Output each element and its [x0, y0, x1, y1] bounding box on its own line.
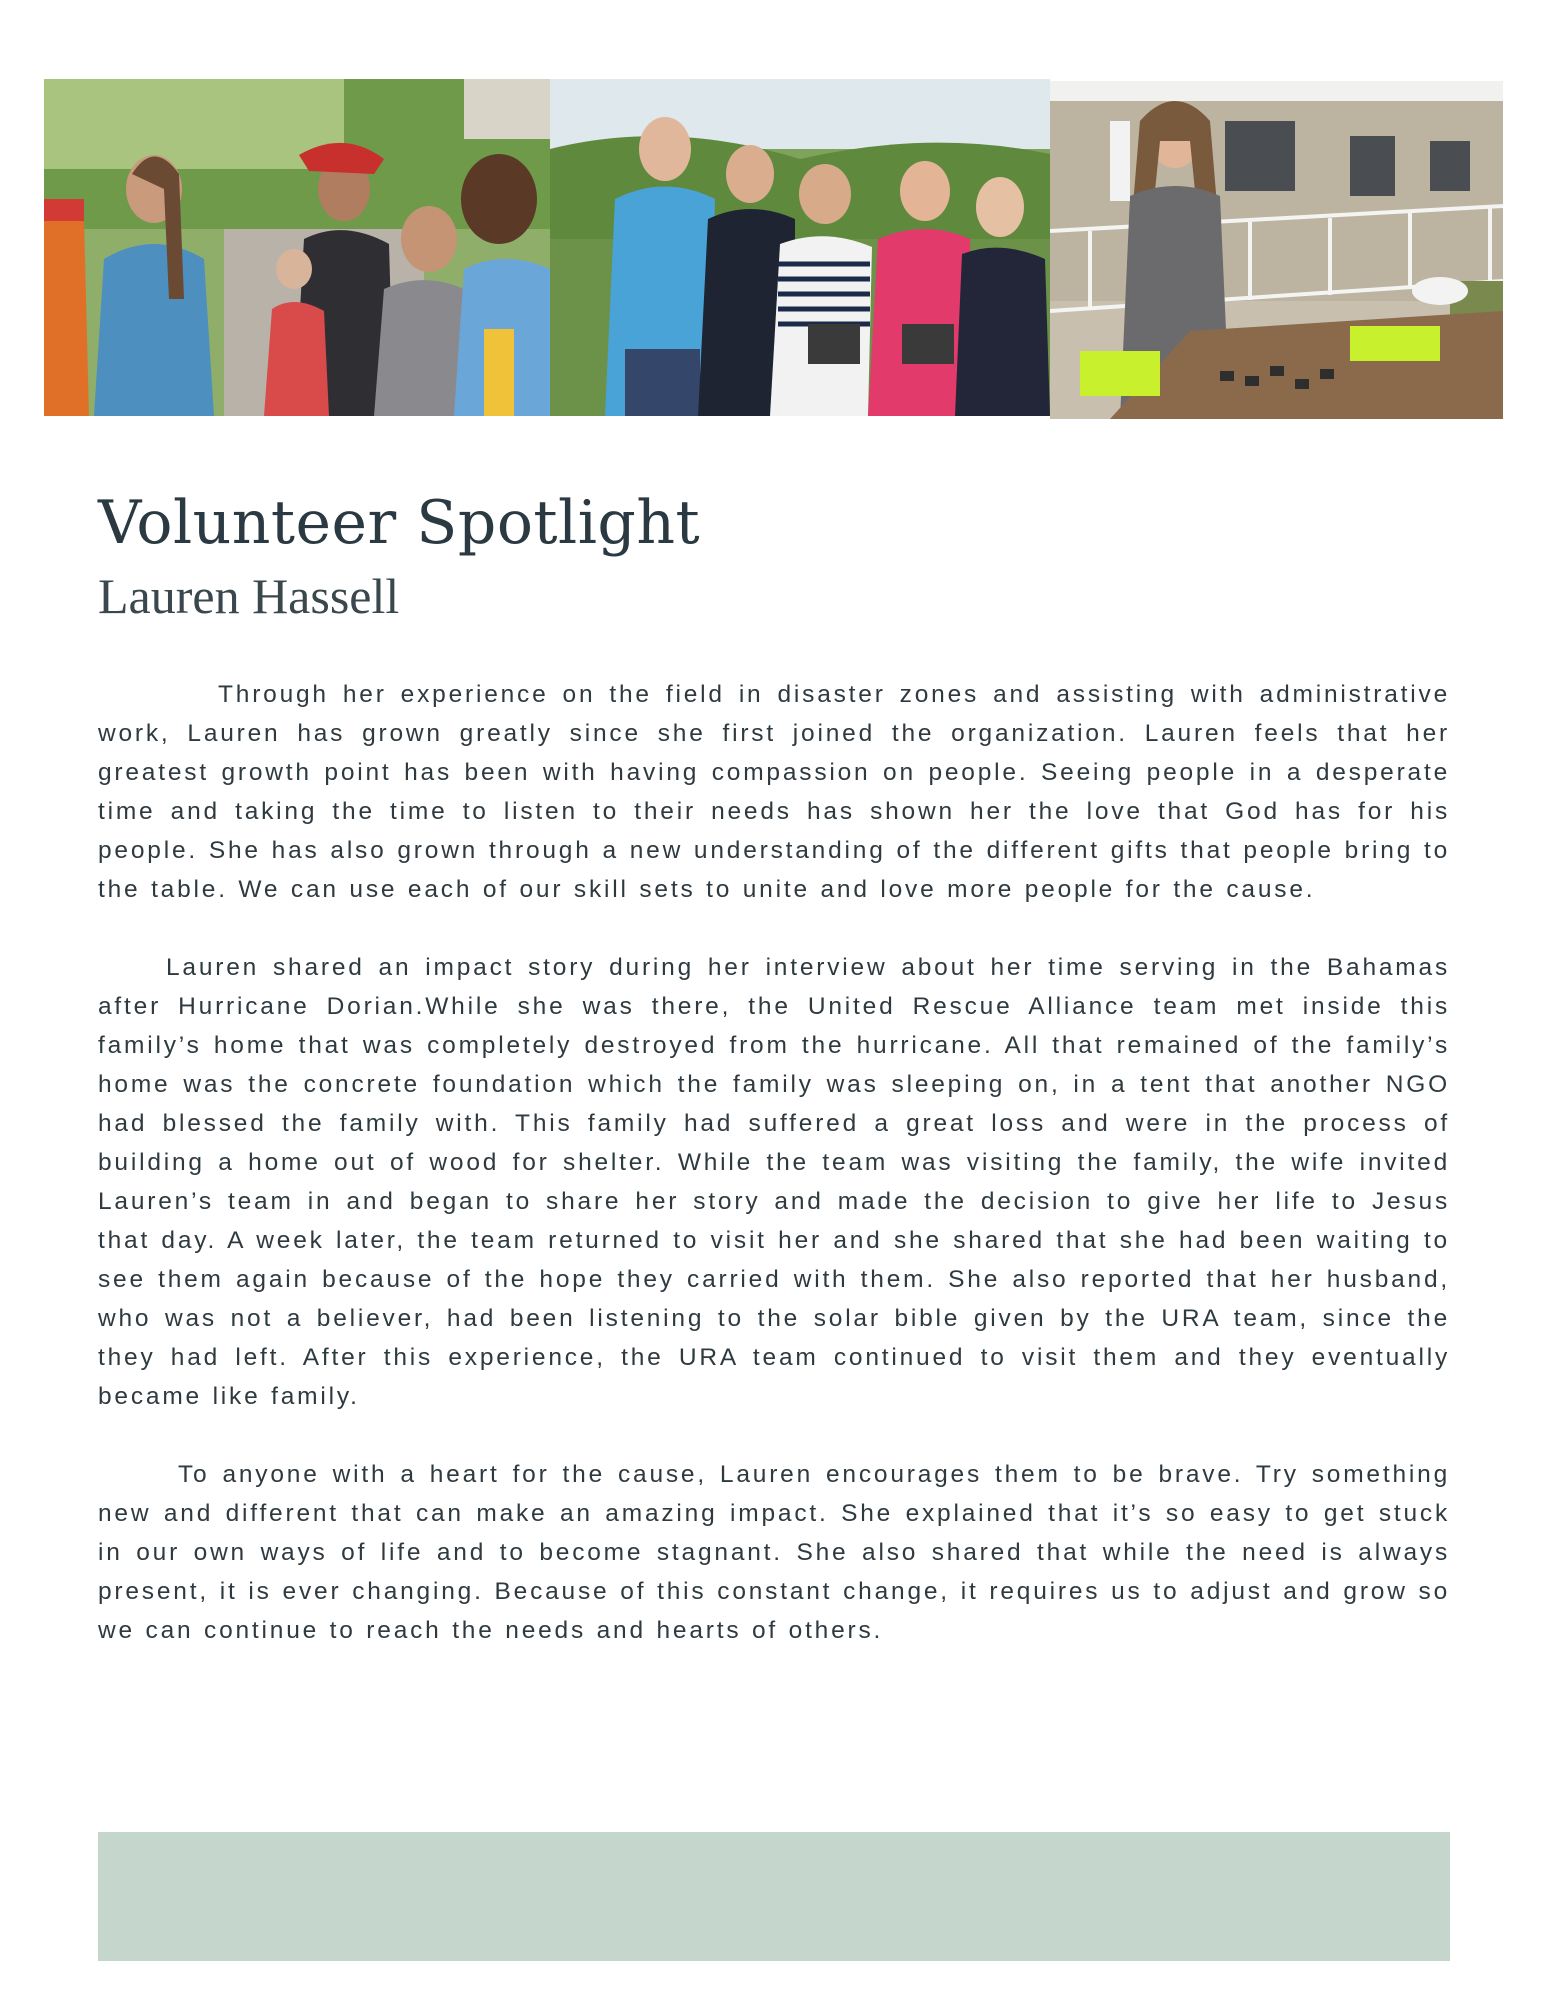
article-body	[98, 675, 1450, 1650]
photo-strip	[44, 79, 1503, 419]
volunteer-name: Lauren Hassell	[98, 568, 400, 624]
paragraph-growth: Through her experience on the field in disaster zones and assisting with administrative work, Lauren has grown greatly since she first joined the organization. Lauren feels that her greatest growth point has been with having compassion on people. Seeing people in a desperate time and taking the time to listen to their needs has shown her the love that God has for his people. She has also grown through a new understanding of the different gifts that people bring to the table. We can use each of our skill sets to unite and love more people for the cause.	[98, 681, 1450, 903]
group-of-women-photo	[550, 79, 1050, 416]
page-title: Volunteer Spotlight	[98, 488, 701, 558]
volunteer-at-table-photo	[1050, 81, 1503, 419]
paragraph-encouragement: To anyone with a heart for the cause, Lauren encourages them to be brave. Try something new and different that can make an amazing impact. She explained that it’s so easy to get stuck in our own ways of life and to become stagnant. She also shared that while the need is always present, it is ever changing. Because of this constant change, it requires us to adjust and grow so we can continue to reach the needs and hearts of others.	[98, 1461, 1450, 1644]
volunteers-outdoors-photo	[44, 79, 550, 416]
footer-band	[98, 1832, 1450, 1961]
paragraph-impact-story: Lauren shared an impact story during her interview about her time serving in the Bahamas after Hurricane Dorian.While she was there, the United Rescue Alliance team met inside this family’s home that was completely destroyed from the hurricane. All that remained of the family’s home was the concrete foundation which the family was sleeping on, in a tent that another NGO had blessed the family with. This family had suffered a great loss and were in the process of building a home out of wood for shelter. While the team was visiting the family, the wife invited Lauren’s team in and began to share her story and made the decision to give her life to Jesus that day. A week later, the team returned to visit her and she shared that she had been waiting to see them again because of the hope they carried with them. She also reported that her husband, who was not a believer, had been listening to the solar bible given by the URA team, since the they had left. After this experience, the URA team continued to visit them and they eventually became like family.	[98, 954, 1450, 1410]
